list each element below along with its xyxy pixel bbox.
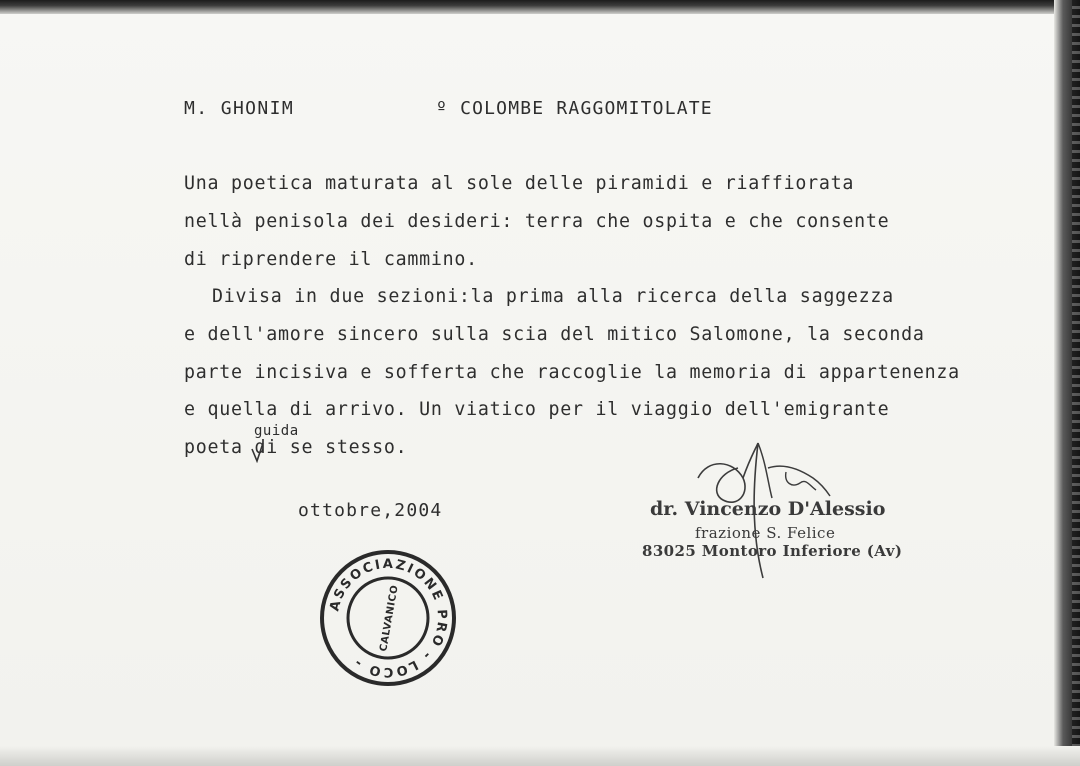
signer-name: dr. Vincenzo D'Alessio [650, 498, 886, 520]
body-line: Una poetica maturata al sole delle piramidi e riaffiorata [184, 173, 855, 194]
insertion-caret-mark [250, 441, 266, 463]
scan-top-edge [0, 0, 1080, 14]
body-line: e quella di arrivo. Un viatico per il viaggio dell'emigrante [184, 399, 890, 420]
body-line: e dell'amore sincero sulla scia del mitico Salomone, la seconda [184, 324, 925, 345]
document-date: ottobre,2004 [298, 500, 443, 521]
svg-text:CALVANICO: CALVANICO [378, 584, 401, 653]
body-line: parte incisiva e sofferta che raccoglie la memoria di appartenenza [184, 362, 960, 383]
association-stamp [318, 548, 458, 688]
body-line: poeta di se stesso. [184, 437, 408, 458]
header-title: º COLOMBE RAGGOMITOLATE [436, 98, 713, 119]
signer-address-line1: frazione S. Felice [695, 524, 836, 542]
body-line: Divisa in due sezioni:la prima alla ricerca della saggezza [212, 286, 894, 307]
handwritten-correction: guida [254, 423, 299, 439]
svg-text:ASSOCIAZIONE PRO - LOCO -: ASSOCIAZIONE PRO - LOCO - [327, 556, 450, 680]
scan-right-edge-perforation [1072, 0, 1080, 766]
scan-bottom-edge [0, 746, 1080, 766]
body-line: di riprendere il cammino. [184, 249, 478, 270]
header-author: M. GHONIM [184, 98, 295, 119]
signer-address-line2: 83025 Montoro Inferiore (Av) [642, 542, 903, 560]
body-line: nellà penisola dei desideri: terra che ospita e che consente [184, 211, 890, 232]
